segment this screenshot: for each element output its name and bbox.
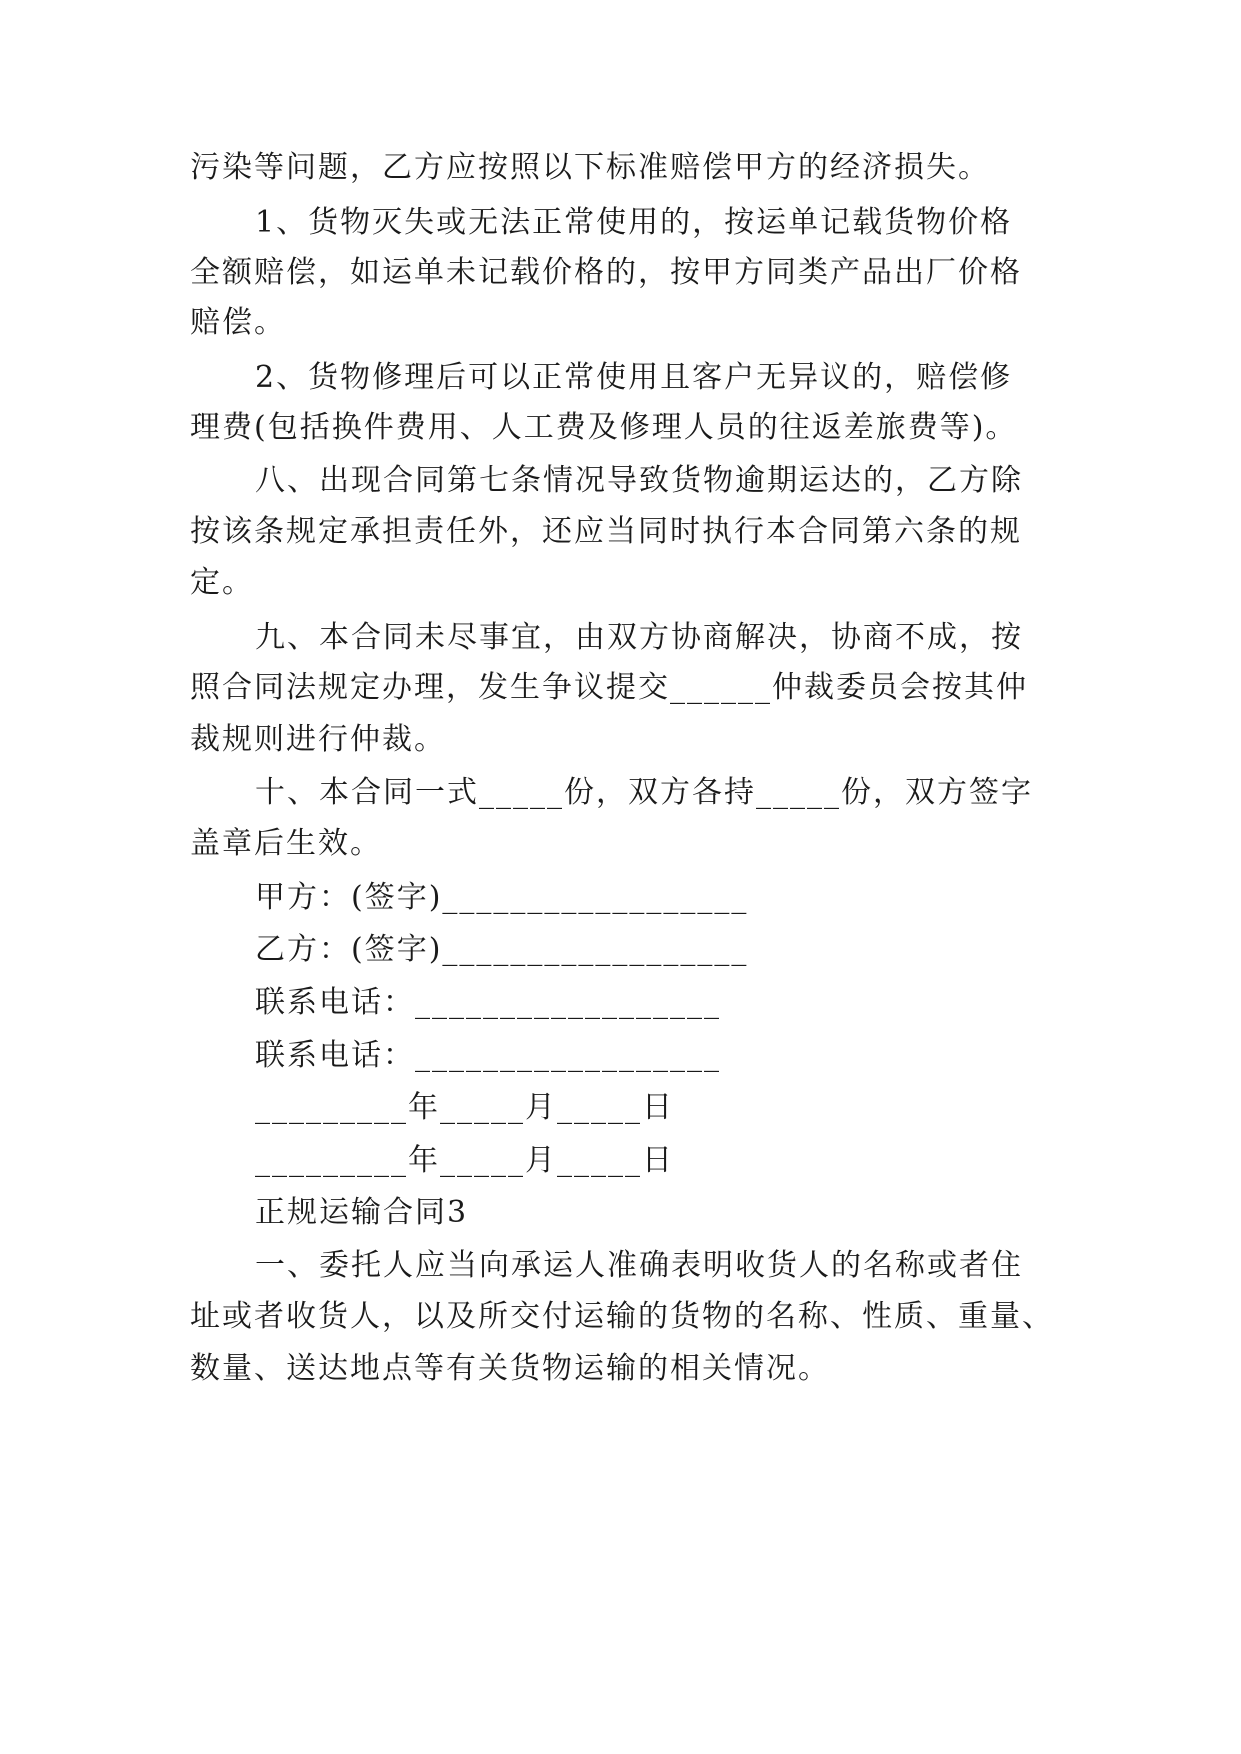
paragraph-line: 数量、送达地点等有关货物运输的相关情况。 [190, 1351, 830, 1386]
paragraph-line: 十、本合同一式_____份，双方各持_____份，双方签字 [255, 775, 1033, 810]
paragraph-line: 污染等问题，乙方应按照以下标准赔偿甲方的经济损失。 [190, 150, 990, 185]
paragraph-line: 2、货物修理后可以正常使用且客户无异议的，赔偿修 [255, 360, 1013, 395]
section-title: 正规运输合同3 [255, 1195, 469, 1230]
paragraph-line: 1、货物灭失或无法正常使用的，按运单记载货物价格 [255, 205, 1013, 240]
paragraph-line: 全额赔偿，如运单未记载价格的，按甲方同类产品出厂价格 [190, 255, 1022, 290]
phone-line: 联系电话：__________________ [255, 985, 721, 1020]
signature-line-party-a: 甲方：(签字)__________________ [255, 880, 749, 915]
paragraph-line: 定。 [190, 565, 254, 600]
paragraph-line: 八、出现合同第七条情况导致货物逾期运达的，乙方除 [255, 463, 1023, 498]
paragraph-line: 按该条规定承担责任外，还应当同时执行本合同第六条的规 [190, 514, 1022, 549]
paragraph-line: 址或者收货人，以及所交付运输的货物的名称、性质、重量、 [190, 1299, 1054, 1334]
paragraph-line: 照合同法规定办理，发生争议提交______仲裁委员会按其仲 [190, 670, 1028, 705]
paragraph-line: 盖章后生效。 [190, 826, 382, 861]
phone-line: 联系电话：__________________ [255, 1038, 721, 1073]
paragraph-line: 赔偿。 [190, 305, 286, 340]
paragraph-line: 九、本合同未尽事宜，由双方协商解决，协商不成，按 [255, 620, 1023, 655]
paragraph-line: 裁规则进行仲裁。 [190, 722, 446, 757]
paragraph-line: 理费(包括换件费用、人工费及修理人员的往返差旅费等)。 [190, 410, 1018, 445]
date-line: _________年_____月_____日 [255, 1090, 674, 1125]
date-line: _________年_____月_____日 [255, 1143, 674, 1178]
signature-line-party-b: 乙方：(签字)__________________ [255, 932, 749, 967]
paragraph-line: 一、委托人应当向承运人准确表明收货人的名称或者住 [255, 1248, 1023, 1283]
